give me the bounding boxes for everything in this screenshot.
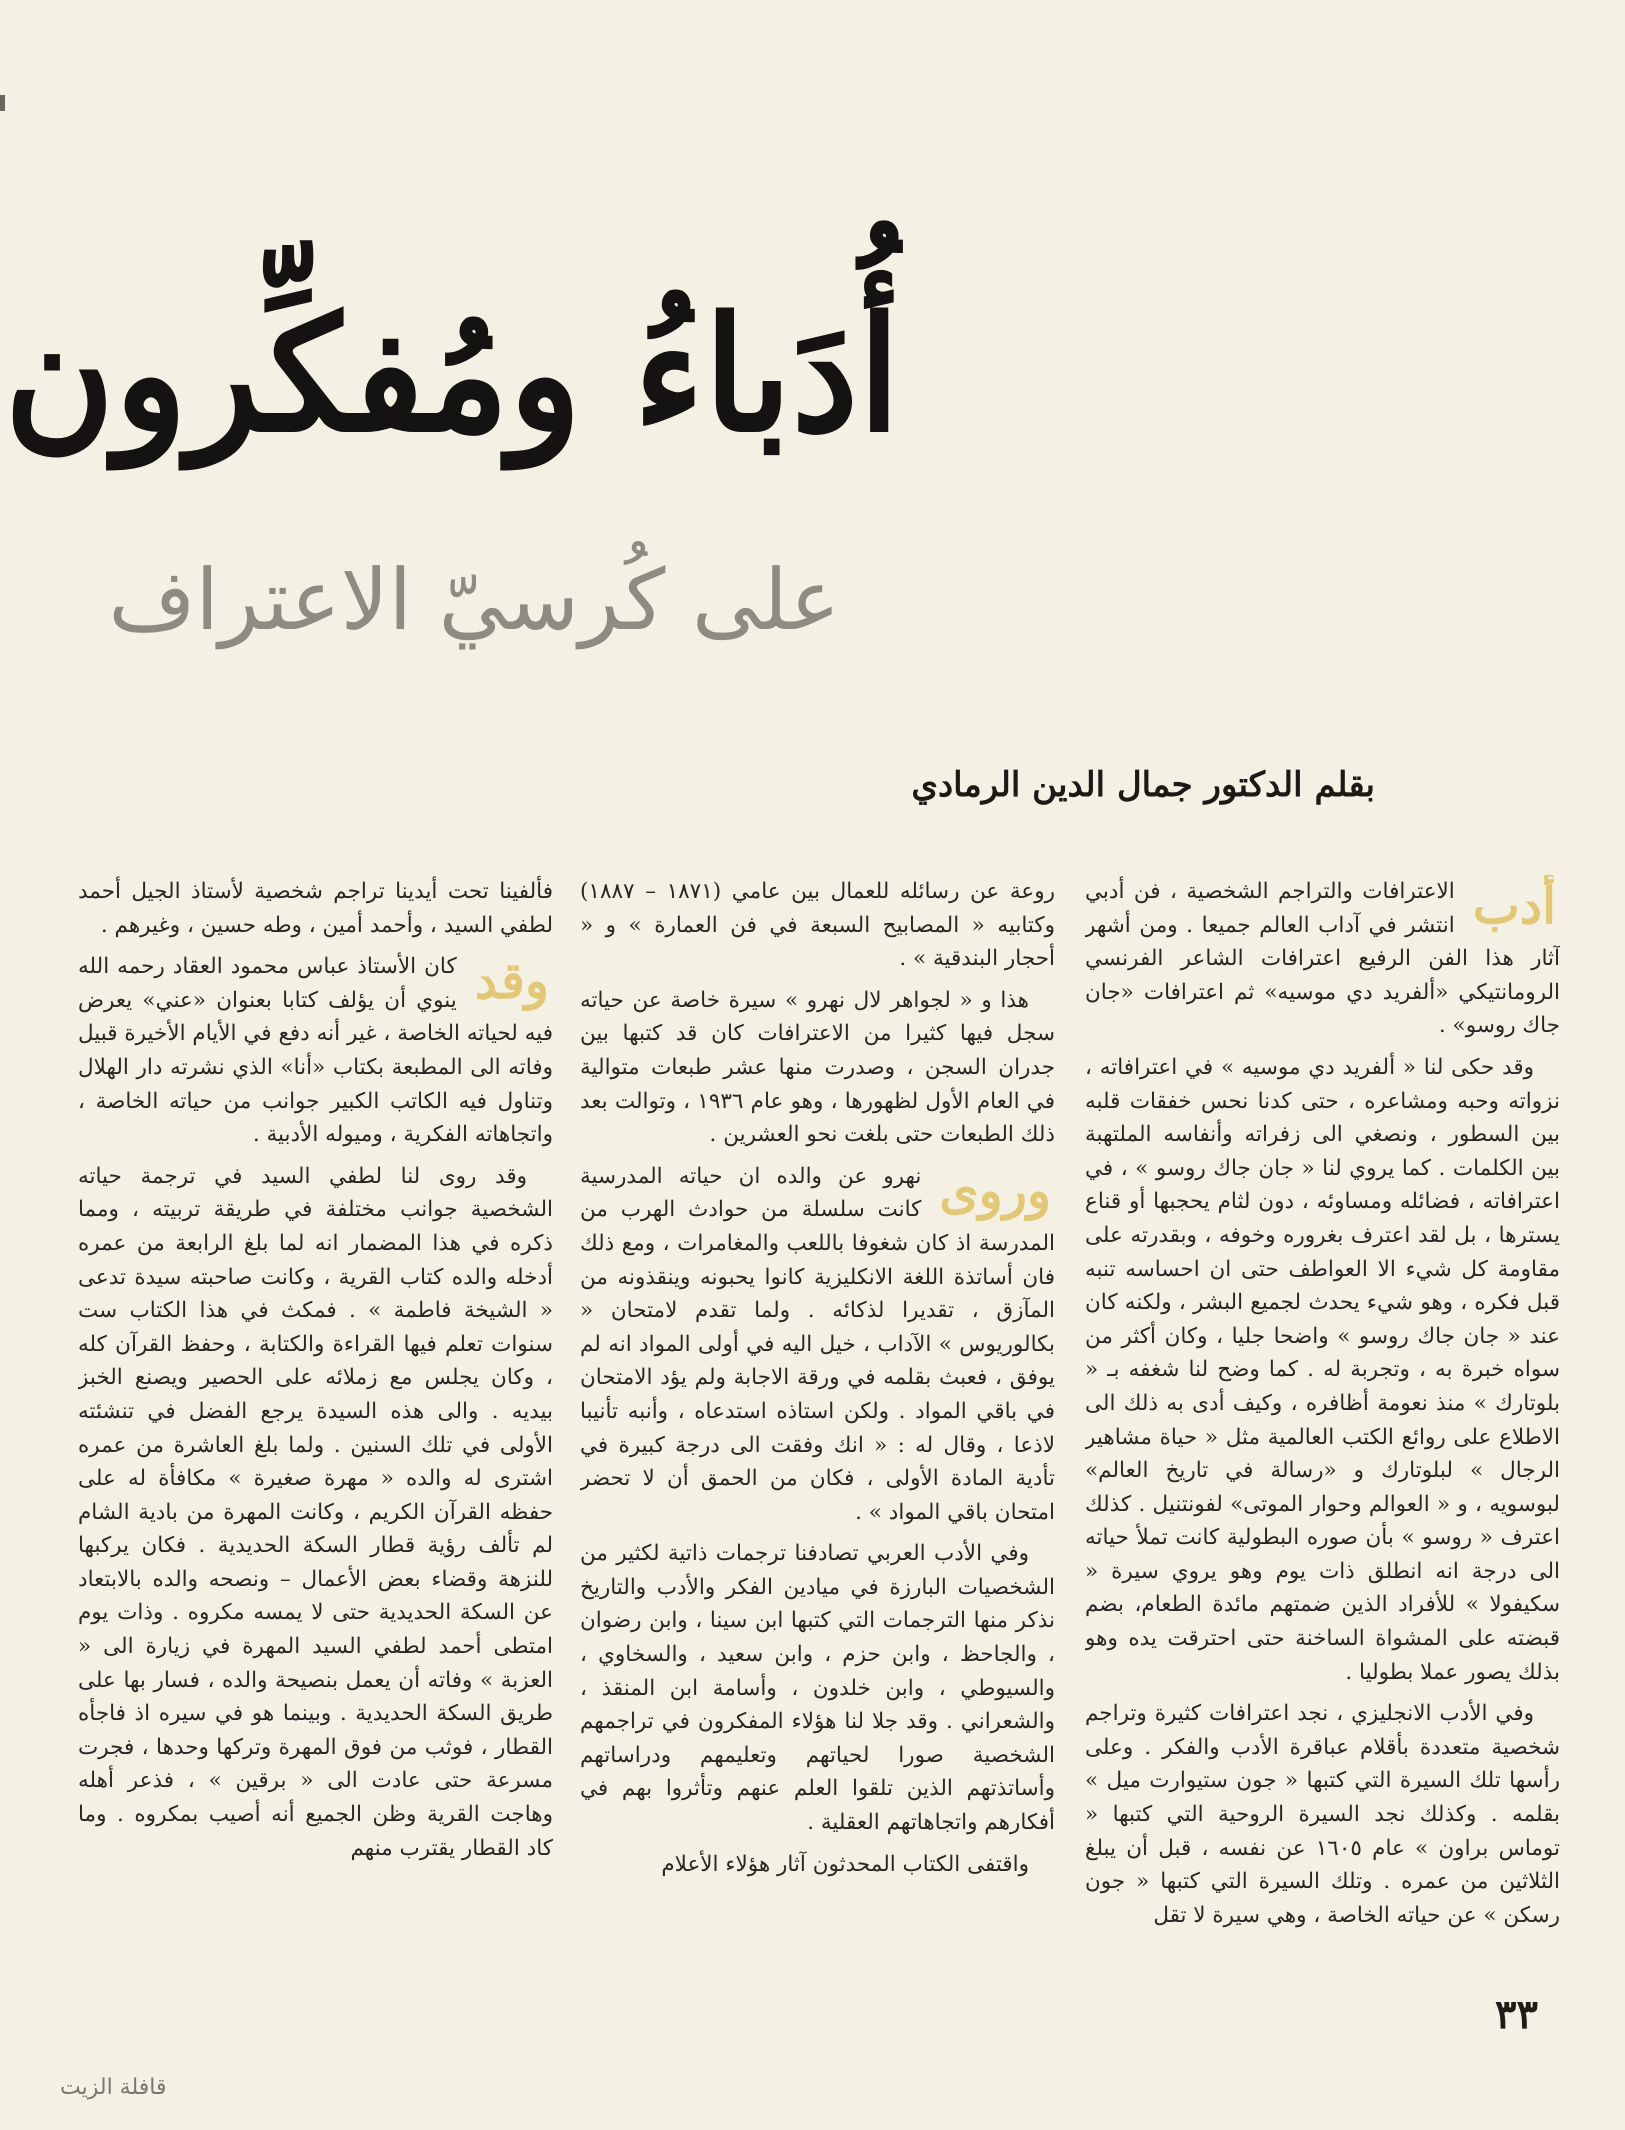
scan-edge-mark — [0, 95, 5, 111]
publication-name: قافلة الزيت — [60, 2075, 167, 2100]
paragraph: روعة عن رسائله للعمال بين عامي (١٨٧١ – ١٨٨٧) وكتابيه « المصابيح السبعة في فن العمارة » و « أحجار البندقية » . — [580, 879, 1055, 972]
page-number: ٣٣ — [1495, 1991, 1538, 2038]
section-heading-waqad: وقد — [474, 951, 549, 1011]
paragraph: الاعترافات والتراجم الشخصية ، فن أدبي انتشر في آداب العالم جميعا . ومن أشهر آثار هذا الفن الرفيع اعترافات الشاعر الفرنسي الرومانتيكي «ألفريد دي موسيه» ثم اعترافات «جان جاك روسو» . — [1085, 879, 1560, 1039]
paragraph: وقد حكى لنا « ألفريد دي موسيه » في اعترافاته ، نزواته وحبه ومشاعره ، حتى كدنا نحس خفقات قلبه بين السطور ، ونصغي الى زفراته وأنفاسه الملتهبة بين الكلمات . كما يروي لنا « جان جاك روسو » ، في اعترافاته ، فضائله ومساوئه ، دون لثام يحجبها أو قناع يسترها ، بل لقد اعترف بغروره وخوفه ، وبقدرته على مقاومة كل شيء الا العواطف حتى ان احساسه تنبه قبل فكره ، وهو شيء يحدث لجميع البشر ، ولكنه كان عند « جان جاك روسو » واضحا جليا ، وكان أكثر من سواه خبرة به ، وتجربة له . كما وضح لنا شغفه بـ « بلوتارك » منذ نعومة أظافره ، وكيف أدى به ذلك الى الاطلاع على روائع الكتب العالمية مثل « حياة مشاهير الرجال » لبلوتارك و «رسالة في تاريخ العالم» لبوسويه ، و « العوالم وحوار الموتى» لفونتنيل . كذلك اعترف « روسو » بأن صوره البطولية كانت تملأ حياته الى درجة انه انطلق ذات يوم وهو يروي سيرة « سكيفولا » للأفراد الذين ضمتهم مائدة الطعام، بضم قبضته على المشواة الساخنة حتى احترقت يده وهو بذلك يصور عملا بطوليا . — [1085, 1054, 1560, 1685]
article-title: أُدَباءُ ومُفكِّرون — [4, 282, 900, 468]
article-subtitle: على كُرسيّ الاعتراف — [108, 551, 840, 649]
paragraph: فألفينا تحت أيدينا تراجم شخصية لأستاذ الجيل أحمد لطفي السيد ، وأحمد أمين ، وطه حسين ، وغيرهم . — [78, 879, 553, 938]
article-column-left — [78, 875, 553, 2035]
paragraph: وفي الأدب الانجليزي ، نجد اعترافات كثيرة وتراجم شخصية متعددة بأقلام عباقرة الأدب والفكر . وعلى رأسها تلك السيرة التي كتبها « جون ستيوارت ميل » بقلمه . وكذلك نجد السيرة الروحية التي كتبها « توماس براون » عام ١٦٠٥ عن نفسه ، قبل أن يبلغ الثلاثين من عمره . وتلك السيرة التي كتبها « جون رسكن » عن حياته الخاصة ، وهي سيرة لا تقل — [1085, 1701, 1560, 1928]
paragraph: كان الأستاذ عباس محمود العقاد رحمه الله ينوي أن يؤلف كتابا بعنوان «عني» يعرض فيه لحياته الخاصة ، غير أنه دفع في الأيام الأخيرة قبيل وفاته الى المطبعة بكتاب «أنا» الذي نشرته دار الهلال وتناول فيه الكاتب الكبير جوانب من حياته الخاصة ، واتجاهاته الفكرية ، وميوله الأدبية . — [78, 954, 553, 1148]
paragraph: وقد روى لنا لطفي السيد في ترجمة حياته الشخصية جوانب مختلفة في طريقة تربيته ، ومما ذكره في هذا المضمار انه لما بلغ الرابعة من عمره أدخله والده كتاب القرية ، وكانت صاحبته سيدة تدعى « الشيخة فاطمة » . فمكث في هذا الكتاب ست سنوات تعلم فيها القراءة والكتابة ، وحفظ القرآن كله ، وكان يجلس مع زملائه على الحصير ويصنع الخبز بيديه . والى هذه السيدة يرجع الفضل في تنشئته الأولى في تلك السنين . ولما بلغ العاشرة من عمره اشترى له والده « مهرة صغيرة » مكافأة له على حفظه القرآن الكريم ، وكانت المهرة من بادية الشام لم تألف رؤية قطار السكة الحديدية . فكان يركبها للنزهة وقضاء بعض الأعمال – ونصحه والده بالابتعاد عن السكة الحديدية حتى لا يمسه مكروه . وذات يوم امتطى أحمد لطفي السيد المهرة في زيارة الى « العزبة » وفاته أن يعمل بنصيحة والده ، فسار بها على طريق السكة الحديدية . وبينما هو في سيره اذ فاجأه القطار ، فوثب من فوق المهرة وتركها وحدها ، فجرت مسرعة حتى عادت الى « برقين » ، فذعر أهله وهاجت القرية وظن الجميع أنه أصيب بمكروه . وما كاد القطار يقترب منهم — [78, 1163, 553, 1861]
paragraph: واقتفى الكتاب المحدثون آثار هؤلاء الأعلام — [661, 1851, 1029, 1877]
paragraph: وفي الأدب العربي تصادفنا ترجمات ذاتية لكثير من الشخصيات البارزة في ميادين الفكر والأدب والتاريخ نذكر منها الترجمات التي كتبها ابن سينا ، وابن رضوان ، والجاحظ ، وابن حزم ، وابن سعيد ، والسخاوي ، والسيوطي ، وابن خلدون ، وأسامة ابن المنقذ ، والشعراني . وقد جلا لنا هؤلاء المفكرون في تراجمهم الشخصية صورا لحياتهم وتعليمهم ودراساتهم وأساتذتهم الذين تلقوا العلم عنهم وتأثروا بهم في أفكارهم واتجاهاتهم العقلية . — [580, 1541, 1055, 1836]
article-column-right — [1085, 875, 1560, 2035]
paragraph: نهرو عن والده ان حياته المدرسية كانت سلسلة من حوادث الهرب من المدرسة اذ كان شغوفا باللعب والمغامرات ، ومع ذلك فان أساتذة اللغة الانكليزية كانوا يحبونه وينقذونه من المآزق ، تقديرا لذكائه . ولما تقدم لامتحان « بكالوريوس » الآداب ، خيل اليه في أولى المواد انه لم يوفق ، فعبث بقلمه في ورقة الاجابة ولم يؤد الامتحان في باقي المواد . ولكن استاذه استدعاه ، وأنبه تأنيبا لاذعا ، وقال له : « انك وفقت الى درجة كبيرة في تأدية المادة الأولى ، فكان من الحمق أن لا تحضر امتحان باقي المواد » . — [580, 1163, 1055, 1525]
paragraph: هذا و « لجواهر لال نهرو » سيرة خاصة عن حياته سجل فيها كثيرا من الاعترافات كان قد كتبها بين جدران السجن ، وصدرت منها عشر طبعات متوالية في العام الأول لظهورها ، وهو عام ١٩٣٦ ، وتوالت بعد ذلك الطبعات حتى بلغت نحو العشرين . — [580, 987, 1055, 1148]
article-column-middle — [580, 875, 1055, 2035]
author-byline: بقلم الدكتور جمال الدين الرمادي — [911, 765, 1375, 805]
section-heading-adab: أدب — [1472, 876, 1556, 935]
section-heading-rawa: وروى — [939, 1160, 1051, 1220]
